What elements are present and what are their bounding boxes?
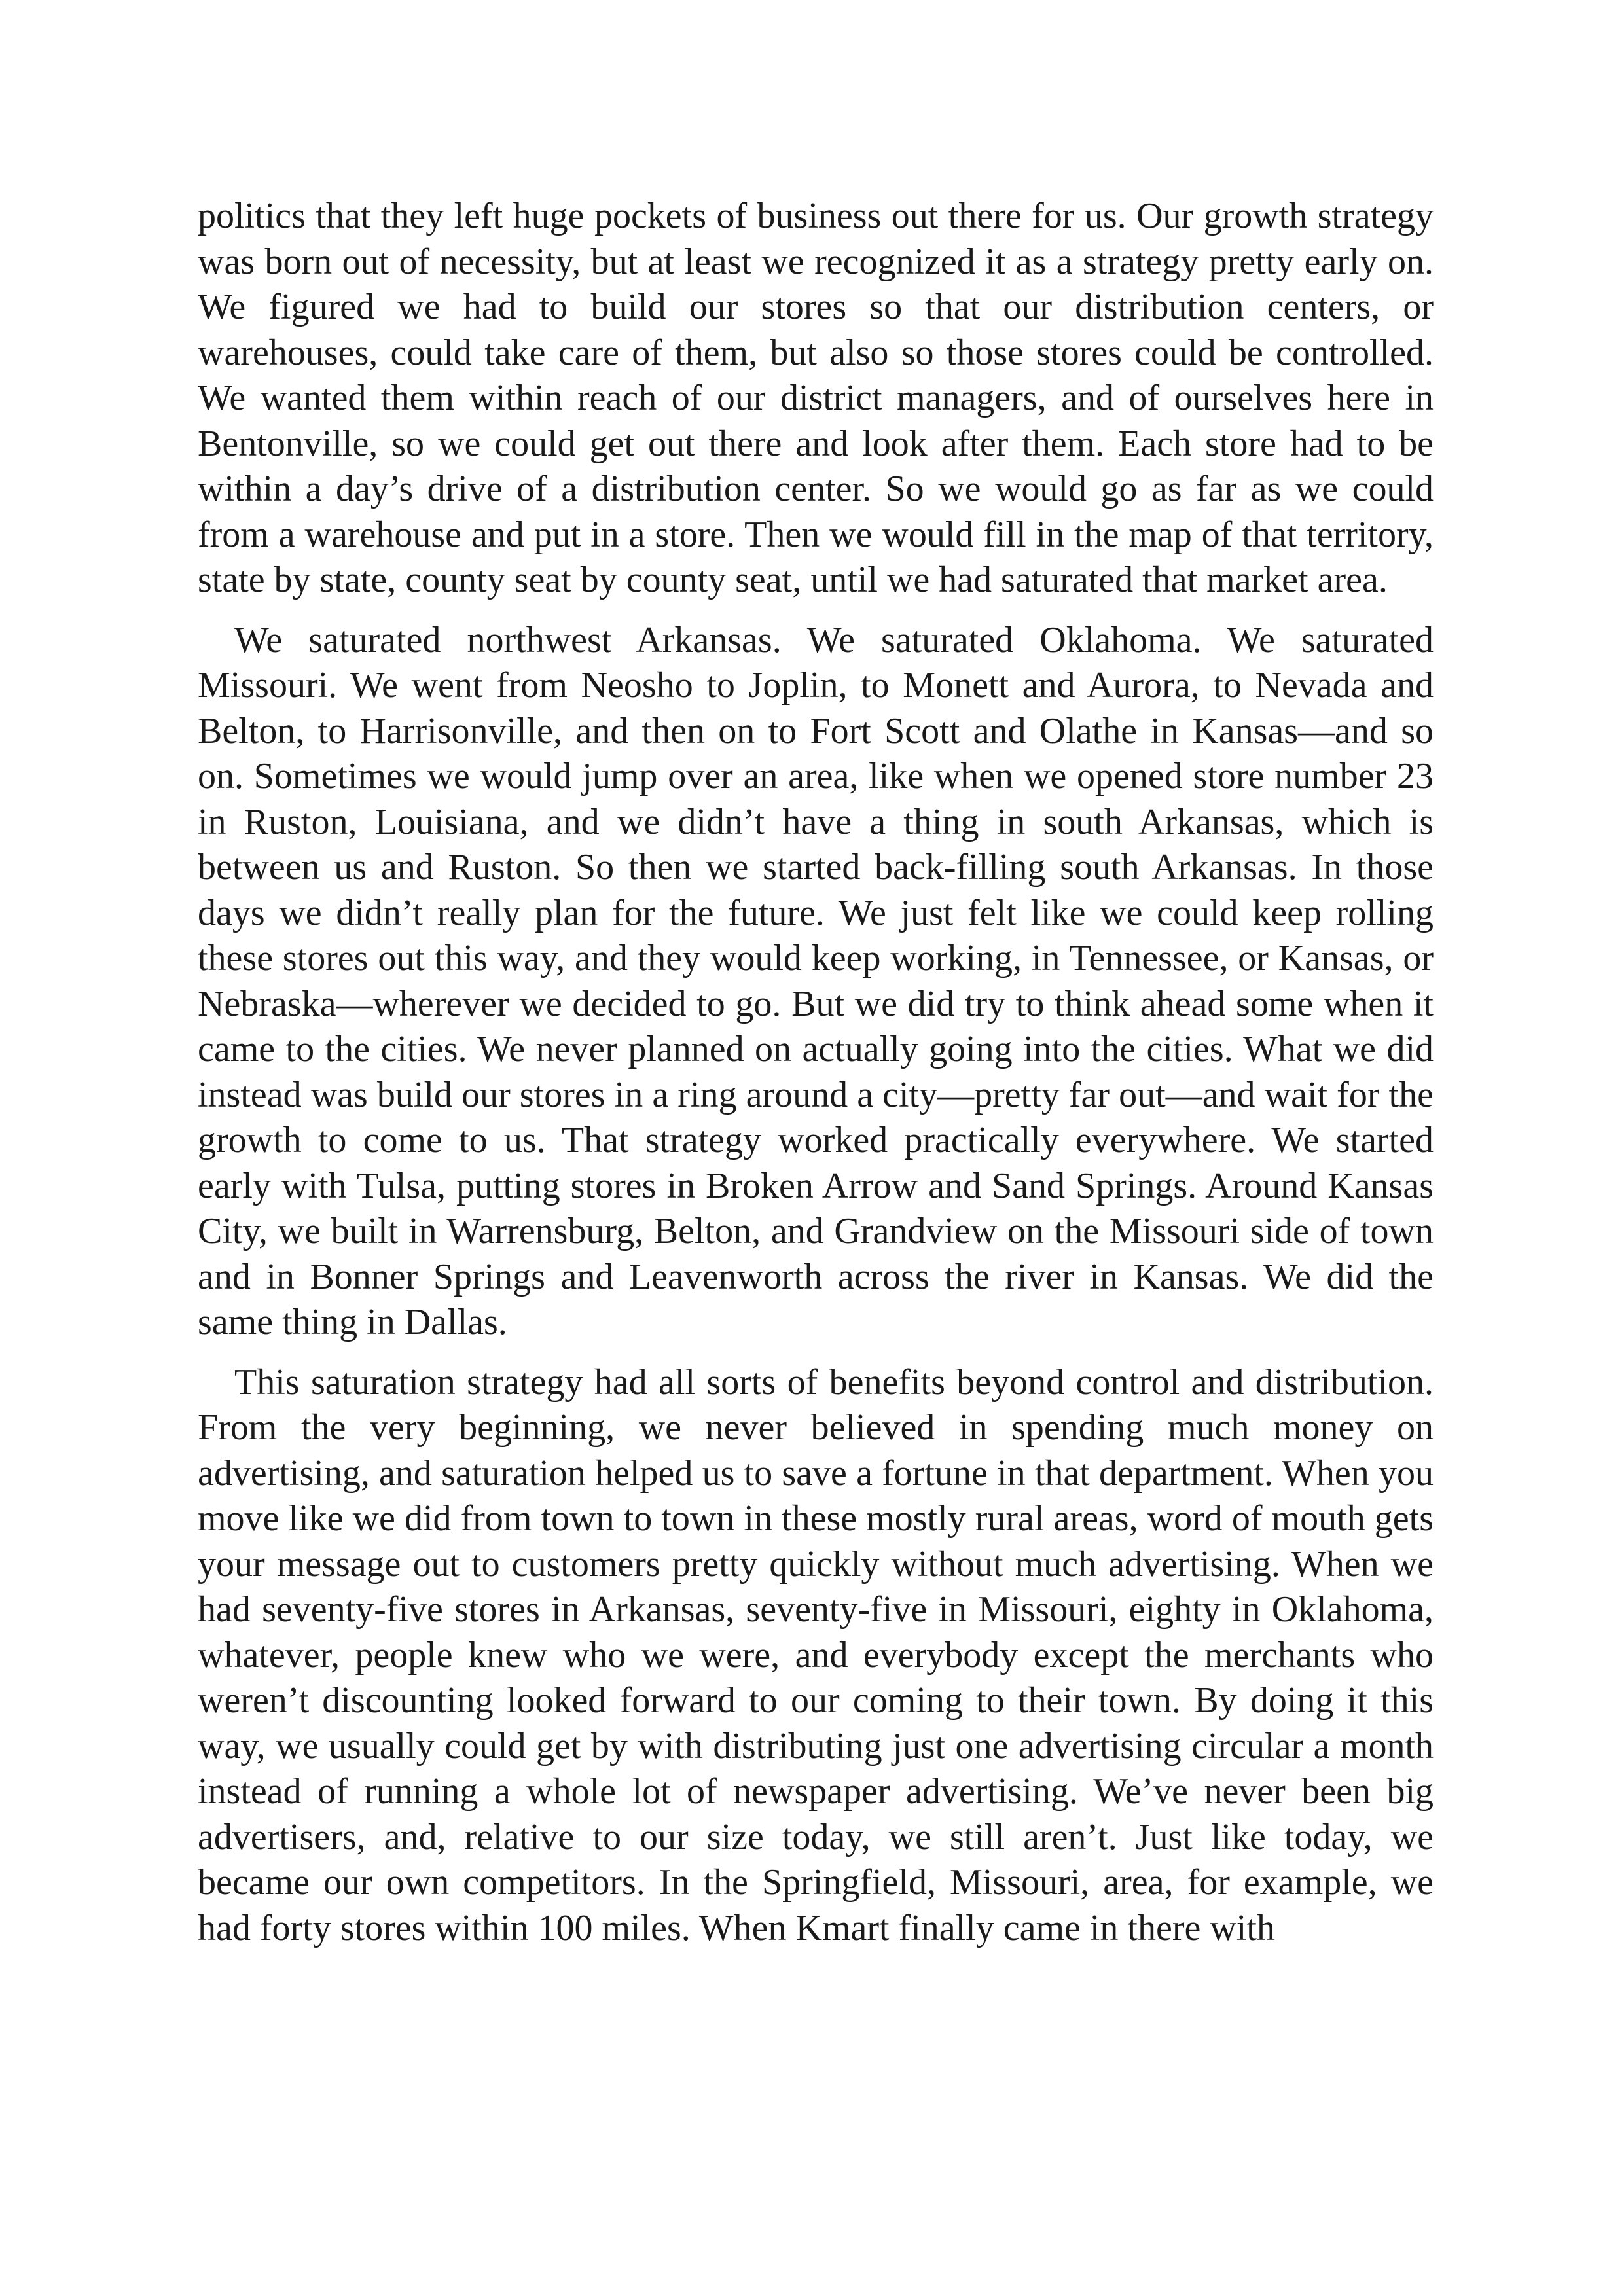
paragraph-1: politics that they left huge pockets of business out there for us. Our growth strategy was born out of necessity, but at least we recognized it as a strategy pretty early on. We figured we had to build our stores so that our distribution centers, or warehouses, could take care of them, but also so those stores could be controlled. We wanted them within reach of our district managers, and of ourselves here in Bentonville, so we could get out there and look after them. Each store had to be within a day’s drive of a distribution center. So we would go as far as we could from a warehouse and put in a store. Then we would fill in the map of that territory, state by state, county seat by county seat, until we had saturated that market area.	[198, 196, 1434, 600]
page-body	[198, 194, 1434, 1965]
paragraph-2: We saturated northwest Arkansas. We saturated Oklahoma. We saturated Missouri. We went from Neosho to Joplin, to Monett and Aurora, to Nevada and Belton, to Harrisonville, and then on to Fort Scott and Olathe in Kansas—and so on. Sometimes we would jump over an area, like when we opened store number 23 in Ruston, Louisiana, and we didn’t have a thing in south Arkansas, which is between us and Ruston. So then we started back-filling south Arkansas. In those days we didn’t really plan for the future. We just felt like we could keep rolling these stores out this way, and they would keep working, in Tennessee, or Kansas, or Nebraska—wherever we decided to go. But we did try to think ahead some when it came to the cities. We never planned on actually going into the cities. What we did instead was build our stores in a ring around a city—pretty far out—and wait for the growth to come to us. That strategy worked practically everywhere. We started early with Tulsa, putting stores in Broken Arrow and Sand Springs. Around Kansas City, we built in Warrensburg, Belton, and Grandview on the Missouri side of town and in Bonner Springs and Leavenworth across the river in Kansas. We did the same thing in Dallas.	[198, 619, 1434, 1342]
paragraph-3: This saturation strategy had all sorts of benefits beyond control and distribution. From the very beginning, we never believed in spending much money on advertising, and saturation helped us to save a fortune in that department. When you move like we did from town to town in these mostly rural areas, word of mouth gets your message out to customers pretty quickly without much advertising. When we had seventy-five stores in Arkansas, seventy-five in Missouri, eighty in Oklahoma, whatever, people knew who we were, and everybody except the merchants who weren’t discounting looked forward to our coming to their town. By doing it this way, we usually could get by with distributing just one advertising circular a month instead of running a whole lot of newspaper advertising. We’ve never been big advertisers, and, relative to our size today, we still aren’t. Just like today, we became our own competitors. In the Springfield, Missouri, area, for example, we had forty stores within 100 miles. When Kmart finally came in there with	[198, 1361, 1434, 1948]
